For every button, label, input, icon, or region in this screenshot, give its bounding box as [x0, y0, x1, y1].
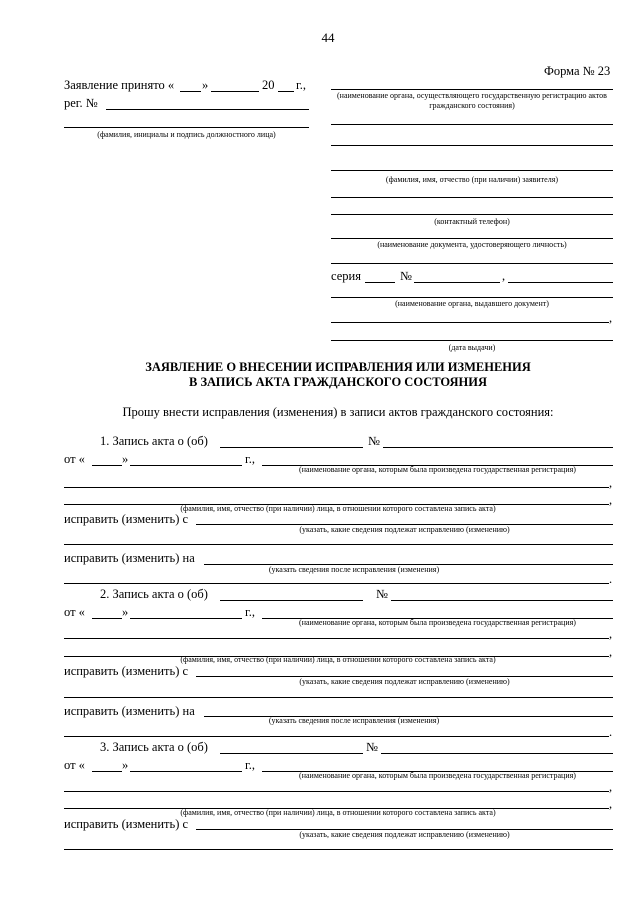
record-3-year-suffix: г., [245, 758, 255, 772]
record-2-organ-field-2[interactable] [64, 638, 609, 639]
record-2-comma-2: , [609, 645, 613, 659]
official-caption: (фамилия, инициалы и подпись должностного лица) [97, 130, 276, 139]
record-1-from-close: » [122, 452, 129, 466]
record-3-fix-from-caption: (указать, какие сведения подлежат исправлению (изменению) [299, 830, 510, 839]
applicant-field-2[interactable] [331, 170, 613, 171]
record-1-type-field[interactable] [220, 447, 363, 448]
record-2-number-field[interactable] [391, 600, 613, 601]
record-1-registration-caption: (наименование органа, которым была произведена государственная регистрация) [299, 465, 576, 474]
issuer-caption: (наименование органа, выдавшего документ) [395, 299, 549, 308]
organ-field[interactable] [331, 89, 613, 90]
record-1-month-field[interactable] [130, 465, 242, 466]
accepted-prefix: Заявление принято « [64, 78, 175, 92]
record-1-organ-field-2[interactable] [64, 487, 609, 488]
record-3-from-close: » [122, 758, 129, 772]
record-1-from-open: от « [64, 452, 85, 466]
accepted-year-prefix: 20 [262, 78, 275, 92]
series-field[interactable] [365, 282, 395, 283]
record-3-person-caption: (фамилия, имя, отчество (при наличии) лица, в отношении которого составлена запись акта) [180, 808, 496, 817]
record-2-registration-caption: (наименование органа, которым была произведена государственная регистрация) [299, 618, 576, 627]
series-label: серия [331, 269, 361, 283]
accepted-mid: » [202, 78, 209, 92]
record-1-comma-1: , [609, 476, 613, 490]
record-2-period: . [609, 725, 613, 739]
accepted-month-field[interactable] [211, 91, 259, 92]
record-3-fix-from-field-2[interactable] [64, 849, 613, 850]
record-3-num-sign: № [366, 740, 378, 754]
issuer-field[interactable] [331, 297, 613, 298]
applicant-field-1[interactable] [331, 145, 613, 146]
accepted-suffix: г., [296, 78, 306, 92]
record-1-fix-to-field-2[interactable] [64, 583, 609, 584]
record-3-from-open: от « [64, 758, 85, 772]
record-1-label: 1. Запись акта о (об) [100, 434, 208, 448]
document-field-2[interactable] [331, 263, 613, 264]
record-2-fix-from-field-2[interactable] [64, 697, 613, 698]
title-line-1: ЗАЯВЛЕНИЕ О ВНЕСЕНИИ ИСПРАВЛЕНИЯ ИЛИ ИЗМЕНЕНИЯ [145, 360, 531, 374]
record-1-person-caption: (фамилия, имя, отчество (при наличии) лица, в отношении которого составлена запись акта) [180, 504, 496, 513]
record-1-fix-from-field-2[interactable] [64, 544, 613, 545]
issue-date-field[interactable] [331, 340, 613, 341]
record-2-month-field[interactable] [130, 618, 242, 619]
request-text: Прошу внести исправления (изменения) в записи актов гражданского состояния: [122, 405, 554, 419]
accepted-year-field[interactable] [278, 91, 294, 92]
record-1-fix-from-label: исправить (изменить) с [64, 512, 189, 526]
record-3-organ-field-2[interactable] [64, 791, 609, 792]
record-2-num-sign: № [376, 587, 388, 601]
form-label: Форма № 23 [544, 64, 611, 78]
issuer-comma: , [609, 311, 613, 325]
applicant-caption: (фамилия, имя, отчество (при наличии) заявителя) [385, 175, 559, 184]
phone-field[interactable] [331, 214, 613, 215]
doc-number-field[interactable] [414, 282, 500, 283]
record-1-fix-to-label: исправить (изменить) на [64, 551, 195, 565]
record-3-fix-from-label: исправить (изменить) с [64, 817, 189, 831]
organ-field-2[interactable] [331, 124, 613, 125]
applicant-field-3[interactable] [331, 197, 613, 198]
page-number: 44 [321, 30, 335, 45]
record-2-person-caption: (фамилия, имя, отчество (при наличии) лица, в отношении которого составлена запись акта) [180, 655, 496, 664]
record-2-from-close: » [122, 605, 129, 619]
record-3-comma-1: , [609, 780, 613, 794]
record-2-year-suffix: г., [245, 605, 255, 619]
reg-label: рег. № [64, 96, 98, 110]
record-2-fix-from-caption: (указать, какие сведения подлежат исправлению (изменению) [299, 677, 510, 686]
organ-caption: (наименование органа, осуществляющего государственную регистрацию актов гражданского состояния) [337, 91, 607, 110]
record-3-number-field[interactable] [381, 753, 613, 754]
record-2-fix-to-caption: (указать сведения после исправления (изменения) [268, 716, 440, 725]
record-1-num-sign: № [368, 434, 380, 448]
record-2-fix-to-field-2[interactable] [64, 736, 609, 737]
title-line-2: В ЗАПИСЬ АКТА ГРАЖДАНСКОГО СОСТОЯНИЯ [188, 375, 488, 389]
record-1-fix-from-caption: (указать, какие сведения подлежат исправлению (изменению) [299, 525, 510, 534]
record-3-month-field[interactable] [130, 771, 242, 772]
doc-number-label: № [400, 269, 412, 283]
document-field[interactable] [331, 238, 613, 239]
document-caption: (наименование документа, удостоверяющего личность) [377, 240, 567, 249]
record-2-from-open: от « [64, 605, 85, 619]
record-3-comma-2: , [609, 797, 613, 811]
record-3-registration-caption: (наименование органа, которым была произведена государственная регистрация) [299, 771, 576, 780]
record-2-label: 2. Запись акта о (об) [100, 587, 208, 601]
record-3-type-field[interactable] [220, 753, 363, 754]
record-2-comma-1: , [609, 627, 613, 641]
record-2-type-field[interactable] [220, 600, 363, 601]
record-1-day-field[interactable] [92, 465, 122, 466]
record-2-fix-from-label: исправить (изменить) с [64, 664, 189, 678]
phone-caption: (контактный телефон) [434, 217, 510, 226]
reg-number-field[interactable] [106, 109, 309, 110]
doc-extra-field[interactable] [508, 282, 613, 283]
issue-date-caption: (дата выдачи) [448, 343, 496, 352]
record-1-number-field[interactable] [383, 447, 613, 448]
official-signature-field[interactable] [64, 127, 309, 128]
series-comma: , [502, 269, 506, 283]
record-3-day-field[interactable] [92, 771, 122, 772]
record-2-fix-to-label: исправить (изменить) на [64, 704, 195, 718]
record-1-fix-to-caption: (указать сведения после исправления (изменения) [268, 565, 440, 574]
record-1-year-suffix: г., [245, 452, 255, 466]
record-3-label: 3. Запись акта о (об) [100, 740, 208, 754]
record-1-comma-2: , [609, 493, 613, 507]
record-1-period: . [609, 572, 613, 586]
record-2-day-field[interactable] [92, 618, 122, 619]
accepted-day-field[interactable] [180, 91, 201, 92]
issuer-field-2[interactable] [331, 322, 609, 323]
